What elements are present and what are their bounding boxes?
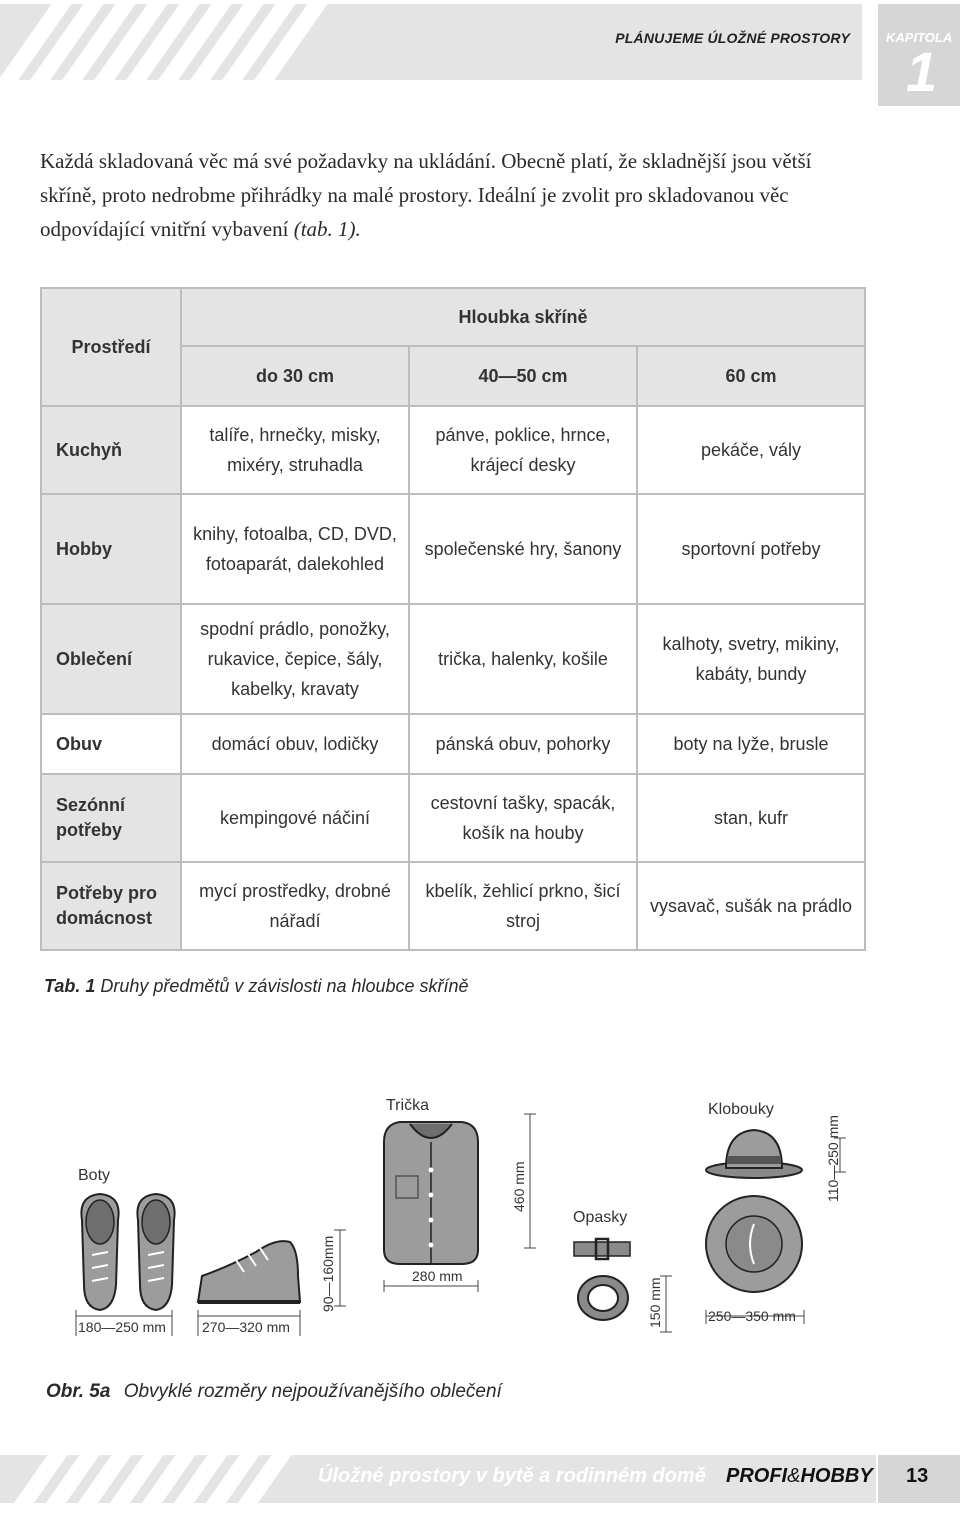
table-cell: pekáče, vály — [637, 406, 865, 494]
row-header: Hobby — [41, 494, 181, 604]
brand-part-hobby: HOBBY — [800, 1465, 873, 1487]
shoe-side-view-illustration — [198, 1241, 300, 1302]
table-caption — [44, 976, 469, 997]
table-cell: kempingové náčiní — [181, 774, 409, 862]
dimension-shoe-height — [320, 1230, 346, 1312]
row-header: Obuv — [41, 714, 181, 774]
dim-boty-width: 180—250 mm — [78, 1319, 166, 1335]
intro-paragraph — [40, 144, 870, 246]
intro-table-reference: (tab. 1). — [293, 217, 361, 241]
column-header: do 30 cm — [181, 346, 409, 406]
label-tricka: Trička — [386, 1097, 429, 1114]
chapter-title: PLÁNUJEME ÚLOŽNÉ PROSTORY — [615, 30, 850, 46]
table-corner-header: Prostředí — [41, 288, 181, 406]
row-header: Potřeby pro domácnost — [41, 862, 181, 950]
dim-shirt-width: 280 mm — [412, 1268, 463, 1284]
chapter-label: KAPITOLA — [886, 30, 953, 45]
dimension-hat-width — [706, 1308, 804, 1324]
page-number-box — [878, 1455, 960, 1503]
table-cell: boty na lyže, brusle — [637, 714, 865, 774]
table-cell: stan, kufr — [637, 774, 865, 862]
dim-shirt-height: 460 mm — [511, 1161, 527, 1212]
table-cell: pánská obuv, pohorky — [409, 714, 637, 774]
figure-caption — [46, 1381, 502, 1403]
table-row — [41, 774, 865, 862]
table-row — [41, 714, 865, 774]
table-group-header: Hloubka skříně — [181, 288, 865, 346]
belt-illustration — [574, 1239, 630, 1320]
table-row — [41, 406, 865, 494]
dim-shoe-height: 90—160mm — [320, 1235, 336, 1312]
footer-band — [0, 1455, 876, 1503]
label-opasky: Opasky — [573, 1209, 628, 1226]
table-cell: knihy, fotoalba, CD, DVD, fotoaparát, dalekohled — [181, 494, 409, 604]
dim-belt-height: 150 mm — [647, 1277, 663, 1328]
folded-shirt-illustration — [384, 1122, 478, 1264]
dimension-shoe-length — [198, 1310, 300, 1336]
dimension-shirt-width — [384, 1268, 478, 1292]
shoes-top-view-illustration — [81, 1194, 174, 1310]
table-caption-label: Tab. 1 — [44, 976, 96, 996]
dimension-belt-height — [647, 1276, 672, 1332]
page-number: 13 — [906, 1465, 929, 1487]
table-row — [41, 494, 865, 604]
row-header: Sezónní potřeby — [41, 774, 181, 862]
row-header: Oblečení — [41, 604, 181, 714]
chapter-box — [878, 4, 960, 106]
table-cell: trička, halenky, košile — [409, 604, 637, 714]
table-caption-text: Druhy předmětů v závislosti na hloubce skříně — [100, 976, 469, 996]
table-row — [41, 862, 865, 950]
figure-caption-label: Obr. 5a — [46, 1381, 111, 1402]
figure-caption-text: Obvyklé rozměry nejpoužívanějšího oblečení — [123, 1381, 502, 1402]
chapter-number: 1 — [906, 40, 938, 103]
table-cell: cestovní tašky, spacák, košík na houby — [409, 774, 637, 862]
table-cell: talíře, hrnečky, misky, mixéry, struhadla — [181, 406, 409, 494]
brand-ampersand: & — [787, 1465, 801, 1487]
table-cell: mycí prostředky, drobné nářadí — [181, 862, 409, 950]
row-header: Kuchyň — [41, 406, 181, 494]
table-cell: vysavač, sušák na prádlo — [637, 862, 865, 950]
column-header: 40—50 cm — [409, 346, 637, 406]
wardrobe-depth-table — [40, 287, 866, 951]
intro-text: Každá skladovaná věc má své požadavky na ukládání. Obecně platí, že skladnější jsou větší skříně, proto nedrobme přihrádky na malé prostory. Ideální je zvolit pro skladovanou věc odpovídající vnitřní vybavení — [40, 149, 812, 241]
table-cell: společenské hry, šanony — [409, 494, 637, 604]
label-klobouky: Klobouky — [708, 1101, 774, 1118]
table-row — [41, 604, 865, 714]
header-band — [0, 4, 862, 80]
footer-brand-logo — [726, 1465, 873, 1488]
dim-hat-height: 110—250 mm — [825, 1115, 841, 1202]
clothing-dimensions-figure — [0, 1080, 960, 1360]
dimension-boty-width — [76, 1310, 172, 1336]
table-cell: spodní prádlo, ponožky, rukavice, čepice, šály, kabelky, kravaty — [181, 604, 409, 714]
table-cell: pánve, poklice, hrnce, krájecí desky — [409, 406, 637, 494]
table-cell: sportovní potřeby — [637, 494, 865, 604]
dim-shoe-length: 270—320 mm — [202, 1319, 290, 1335]
dim-hat-width: 250—350 mm — [708, 1308, 796, 1324]
table-cell: kalhoty, svetry, mikiny, kabáty, bundy — [637, 604, 865, 714]
brand-part-profi: PROFI — [726, 1465, 788, 1487]
dimension-shirt-height — [511, 1114, 536, 1248]
hat-top-view-illustration — [706, 1196, 802, 1292]
table-cell: kbelík, žehlicí prkno, šicí stroj — [409, 862, 637, 950]
column-header: 60 cm — [637, 346, 865, 406]
dimension-hat-height — [825, 1115, 846, 1202]
label-boty: Boty — [78, 1167, 111, 1184]
footer-book-title: Úložné prostory v bytě a rodinném domě — [318, 1465, 706, 1487]
hat-side-view-illustration — [706, 1130, 802, 1178]
table-cell: domácí obuv, lodičky — [181, 714, 409, 774]
